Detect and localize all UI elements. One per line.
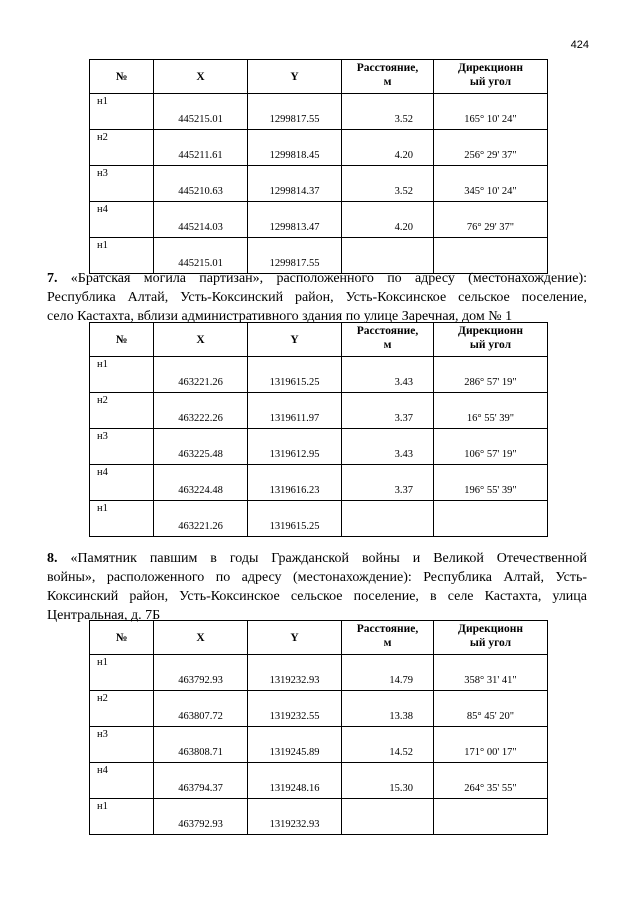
distance-cell [342, 166, 434, 202]
header-distance-text: Расстояние, [356, 325, 419, 337]
distance: 3.52 [394, 186, 413, 197]
point-id: н1 [97, 657, 108, 668]
y-coordinate-cell [248, 166, 342, 202]
x-coordinate-cell [154, 202, 248, 238]
point-id: н3 [97, 168, 108, 179]
section-8-line-3: Коксинский район, Усть-Коксинское сельское поселение, в селе Кастахта, улица [47, 589, 587, 604]
coordinates-table-2 [89, 322, 548, 537]
header-y-text: Y [290, 70, 299, 83]
table-row [90, 465, 548, 501]
section-8-line-4: Центральная, д. 7Б [47, 608, 161, 623]
x-coordinate-cell [154, 94, 248, 130]
y-coordinate: 1299818.45 [269, 150, 320, 161]
direction-angle: 196° 55' 39" [464, 485, 517, 496]
header-num-text: № [115, 333, 128, 346]
section-7-line-1: «Братская могила партизан», расположенного по адресу (местонахождение): [70, 271, 587, 286]
y-coordinate-cell [248, 799, 342, 835]
point-id-cell [90, 202, 154, 238]
distance: 15.30 [389, 783, 413, 794]
direction-angle-cell [434, 799, 548, 835]
point-id-cell [90, 691, 154, 727]
table-row [90, 691, 548, 727]
x-coordinate-cell [154, 799, 248, 835]
y-coordinate: 1299817.55 [269, 114, 320, 125]
direction-angle-cell [434, 393, 548, 429]
point-id: н1 [97, 359, 108, 370]
point-id-cell [90, 465, 154, 501]
y-coordinate-cell [248, 691, 342, 727]
x-coordinate-cell [154, 393, 248, 429]
x-coordinate-cell [154, 130, 248, 166]
y-coordinate: 1299814.37 [269, 186, 320, 197]
y-coordinate: 1319616.23 [269, 485, 320, 496]
x-coordinate-cell [154, 429, 248, 465]
distance: 3.52 [394, 114, 413, 125]
table-row [90, 799, 548, 835]
direction-angle-cell [434, 429, 548, 465]
point-id-cell [90, 130, 154, 166]
point-id-cell [90, 763, 154, 799]
x-coordinate: 463792.93 [178, 675, 223, 686]
table-row [90, 357, 548, 393]
y-coordinate-cell [248, 94, 342, 130]
y-coordinate-cell [248, 202, 342, 238]
header-num-text: № [115, 70, 128, 83]
section-8-line-1: «Памятник павшим в годы Гражданской войны и Великой Отечественной [70, 551, 587, 566]
point-id-cell [90, 357, 154, 393]
distance: 3.43 [394, 377, 413, 388]
table-row [90, 727, 548, 763]
header-distance [342, 60, 434, 94]
header-y [248, 323, 342, 357]
distance-cell [342, 501, 434, 537]
point-id: н2 [97, 693, 108, 704]
point-id: н1 [97, 503, 108, 514]
x-coordinate: 445214.03 [178, 222, 223, 233]
table-row [90, 94, 548, 130]
point-id: н4 [97, 765, 108, 776]
section-7-line-3: село Кастахта, вблизи административного здания по улице Заречная, дом № 1 [47, 309, 513, 324]
coordinates-table-1 [89, 59, 548, 274]
section-8-line-2: войны», расположенного по адресу (местонахождение): Республика Алтай, Усть- [47, 570, 587, 585]
header-direction-angle [434, 60, 548, 94]
header-x [154, 323, 248, 357]
direction-angle: 171° 00' 17" [464, 747, 517, 758]
point-id: н3 [97, 431, 108, 442]
direction-angle-cell [434, 727, 548, 763]
y-coordinate: 1319232.55 [269, 711, 320, 722]
y-coordinate-cell [248, 357, 342, 393]
x-coordinate: 463792.93 [178, 819, 223, 830]
section-8-text [47, 549, 587, 625]
x-coordinate: 463808.71 [178, 747, 223, 758]
direction-angle-cell [434, 501, 548, 537]
header-distance-text: м [383, 637, 392, 649]
y-coordinate-cell [248, 763, 342, 799]
header-distance-text: м [383, 339, 392, 351]
header-y [248, 60, 342, 94]
direction-angle-cell [434, 202, 548, 238]
header-x [154, 60, 248, 94]
header-num [90, 621, 154, 655]
point-id: н2 [97, 395, 108, 406]
x-coordinate: 463794.37 [178, 783, 223, 794]
header-num-text: № [115, 631, 128, 644]
table-row [90, 429, 548, 465]
table-row [90, 763, 548, 799]
header-direction-angle-text: Дирекционн [458, 62, 523, 74]
x-coordinate: 445210.63 [178, 186, 223, 197]
header-x-text: X [196, 70, 205, 83]
direction-angle-cell [434, 357, 548, 393]
header-distance [342, 621, 434, 655]
y-coordinate-cell [248, 655, 342, 691]
section-8-number: 8. [47, 551, 58, 566]
x-coordinate: 463222.26 [178, 413, 223, 424]
y-coordinate: 1319615.25 [269, 521, 320, 532]
y-coordinate-cell [248, 465, 342, 501]
direction-angle: 76° 29' 37" [466, 222, 515, 233]
y-coordinate-cell [248, 393, 342, 429]
direction-angle: 256° 29' 37" [464, 150, 517, 161]
point-id: н1 [97, 96, 108, 107]
distance-cell [342, 465, 434, 501]
point-id-cell [90, 501, 154, 537]
point-id: н4 [97, 204, 108, 215]
x-coordinate-cell [154, 763, 248, 799]
x-coordinate: 463807.72 [178, 711, 223, 722]
point-id: н2 [97, 132, 108, 143]
x-coordinate-cell [154, 465, 248, 501]
table-row [90, 655, 548, 691]
x-coordinate: 463225.48 [178, 449, 223, 460]
point-id-cell [90, 655, 154, 691]
direction-angle: 165° 10' 24" [464, 114, 517, 125]
distance-cell [342, 799, 434, 835]
table-row [90, 202, 548, 238]
y-coordinate: 1319232.93 [269, 675, 320, 686]
header-y-text: Y [290, 333, 299, 346]
header-direction-angle [434, 621, 548, 655]
point-id: н1 [97, 801, 108, 812]
header-y [248, 621, 342, 655]
point-id-cell [90, 166, 154, 202]
table-row [90, 501, 548, 537]
header-direction-angle-text: ый угол [469, 76, 512, 88]
x-coordinate-cell [154, 727, 248, 763]
distance: 14.79 [389, 675, 413, 686]
header-direction-angle-text: Дирекционн [458, 623, 523, 635]
direction-angle-cell [434, 465, 548, 501]
table-row [90, 393, 548, 429]
distance: 14.52 [389, 747, 413, 758]
distance-cell [342, 393, 434, 429]
direction-angle-cell [434, 691, 548, 727]
distance-cell [342, 763, 434, 799]
table-row [90, 166, 548, 202]
x-coordinate: 463224.48 [178, 485, 223, 496]
distance: 3.43 [394, 449, 413, 460]
header-x-text: X [196, 631, 205, 644]
distance: 3.37 [394, 413, 413, 424]
x-coordinate: 463221.26 [178, 521, 223, 532]
page-number: 424 [570, 39, 589, 51]
point-id-cell [90, 393, 154, 429]
distance: 3.37 [394, 485, 413, 496]
direction-angle-cell [434, 94, 548, 130]
distance: 13.38 [389, 711, 413, 722]
header-x-text: X [196, 333, 205, 346]
point-id-cell [90, 429, 154, 465]
direction-angle: 286° 57' 19" [464, 377, 517, 388]
direction-angle-cell [434, 655, 548, 691]
table-header-row [90, 60, 548, 94]
header-distance-text: Расстояние, [356, 623, 419, 635]
direction-angle: 358° 31' 41" [464, 675, 517, 686]
header-y-text: Y [290, 631, 299, 644]
x-coordinate: 445215.01 [178, 114, 223, 125]
section-7-text [47, 269, 587, 326]
x-coordinate: 445211.61 [178, 150, 223, 161]
header-direction-angle-text: Дирекционн [458, 325, 523, 337]
distance-cell [342, 94, 434, 130]
point-id: н4 [97, 467, 108, 478]
distance-cell [342, 357, 434, 393]
header-x [154, 621, 248, 655]
direction-angle: 85° 45' 20" [466, 711, 515, 722]
y-coordinate: 1299813.47 [269, 222, 320, 233]
y-coordinate: 1319232.93 [269, 819, 320, 830]
header-direction-angle [434, 323, 548, 357]
direction-angle-cell [434, 130, 548, 166]
x-coordinate-cell [154, 655, 248, 691]
direction-angle-cell [434, 763, 548, 799]
header-distance-text: м [383, 76, 392, 88]
section-7-number: 7. [47, 271, 58, 286]
point-id: н3 [97, 729, 108, 740]
y-coordinate: 1319615.25 [269, 377, 320, 388]
direction-angle: 16° 55' 39" [466, 413, 515, 424]
table-header-row [90, 323, 548, 357]
y-coordinate: 1319612.95 [269, 449, 320, 460]
x-coordinate-cell [154, 691, 248, 727]
distance-cell [342, 130, 434, 166]
x-coordinate-cell [154, 166, 248, 202]
x-coordinate: 445215.01 [178, 258, 223, 269]
y-coordinate-cell [248, 130, 342, 166]
header-distance-text: Расстояние, [356, 62, 419, 74]
x-coordinate-cell [154, 357, 248, 393]
y-coordinate-cell [248, 429, 342, 465]
header-distance [342, 323, 434, 357]
direction-angle: 264° 35' 55" [464, 783, 517, 794]
table-row [90, 130, 548, 166]
header-num [90, 60, 154, 94]
x-coordinate-cell [154, 501, 248, 537]
y-coordinate: 1299817.55 [269, 258, 320, 269]
distance-cell [342, 202, 434, 238]
distance: 4.20 [394, 222, 413, 233]
section-7-line-2: Республика Алтай, Усть-Коксинский район, Усть-Коксинское сельское поселение, [47, 290, 587, 305]
distance: 4.20 [394, 150, 413, 161]
distance-cell [342, 727, 434, 763]
distance-cell [342, 429, 434, 465]
point-id-cell [90, 727, 154, 763]
point-id-cell [90, 94, 154, 130]
header-direction-angle-text: ый угол [469, 637, 512, 649]
y-coordinate-cell [248, 501, 342, 537]
header-num [90, 323, 154, 357]
y-coordinate-cell [248, 727, 342, 763]
y-coordinate: 1319248.16 [269, 783, 320, 794]
y-coordinate: 1319611.97 [269, 413, 320, 424]
direction-angle: 106° 57' 19" [464, 449, 517, 460]
distance-cell [342, 691, 434, 727]
coordinates-table-3 [89, 620, 548, 835]
distance-cell [342, 655, 434, 691]
point-id: н1 [97, 240, 108, 251]
direction-angle: 345° 10' 24" [464, 186, 517, 197]
point-id-cell [90, 799, 154, 835]
header-direction-angle-text: ый угол [469, 339, 512, 351]
y-coordinate: 1319245.89 [269, 747, 320, 758]
x-coordinate: 463221.26 [178, 377, 223, 388]
table-header-row [90, 621, 548, 655]
direction-angle-cell [434, 166, 548, 202]
